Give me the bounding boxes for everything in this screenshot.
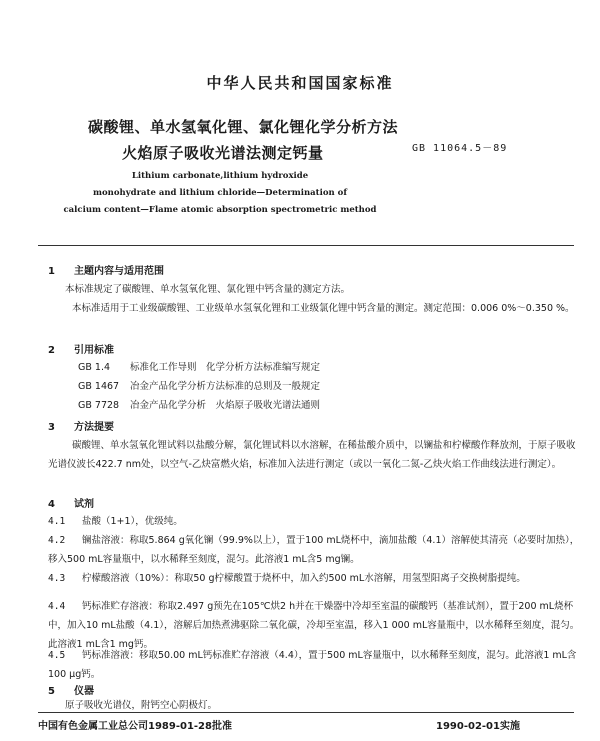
reference-standard-row: [78, 378, 320, 392]
clause-text: 盐酸（1+1），优级纯。: [82, 516, 183, 527]
section-number: 4: [48, 499, 55, 510]
implementation-date: 1990-02-01实施: [436, 721, 520, 732]
reference-title: 标准化工作导则 化学分析方法标准编写规定: [130, 362, 321, 373]
english-title-line1: Lithium carbonate,lithium hydroxide: [131, 171, 309, 181]
section-number: 3: [48, 422, 55, 433]
section-title: 主题内容与适用范围: [74, 266, 164, 277]
section-5-paragraph: 原子吸收光谱仪，附钙空心阴极灯。: [65, 700, 218, 711]
section-title: 试剂: [74, 499, 94, 510]
national-standard-heading: 中华人民共和国国家标准: [206, 74, 394, 92]
english-title-line2: monohydrate and lithium chloride—Determination of: [93, 188, 347, 198]
section-3-heading: [48, 418, 114, 433]
section-number: 2: [48, 345, 55, 356]
section-4-heading: [48, 495, 94, 510]
clause-text: 钙标准贮存溶液：称取2.497 g预先在105℃烘2 h并在干燥器中冷却至室温的碳酸钙（基准试剂），置于200 mL烧杯中，加入10 mL盐酸（4.1），溶解后加热煮沸驱除二氧化碳，冷却至室温，移入1 000 mL容量瓶中，以水稀释至刻度，混匀。此溶液1 mL含1 mg钙。: [48, 601, 580, 650]
reference-code: GB 1.4: [78, 362, 111, 373]
reference-code: GB 1467: [78, 381, 120, 392]
section-title: 引用标准: [74, 345, 114, 356]
section-1-paragraph-2: 本标准适用于工业级碳酸锂、工业级单水氢氧化锂和工业级氯化锂中钙含量的测定。测定范围：0.006 0%～0.350 %。: [72, 303, 575, 314]
reference-code: GB 7728: [78, 400, 120, 411]
section-5-heading: [48, 682, 94, 697]
document-title-line1: 碳酸锂、单水氢氧化锂、氯化锂化学分析方法: [88, 118, 399, 136]
clause-text: 柠檬酸溶液（10%）：称取50 g柠檬酸置于烧杯中，加入约500 mL水溶解，用氢型阳离子交换树脂提纯。: [82, 573, 526, 584]
reference-standard-row: [78, 359, 320, 373]
gb-standard-number: GB 11064.5－89: [412, 143, 508, 154]
approval-statement: 中国有色金属工业总公司1989-01-28批准: [38, 721, 232, 732]
clause-number: 4.1: [48, 516, 66, 527]
clause-number: 4.3: [48, 573, 66, 584]
reference-title: 冶金产品化学分析 火焰原子吸收光谱法通则: [130, 400, 321, 411]
section-1-heading: [48, 262, 164, 277]
document-title-line2: 火焰原子吸收光谱法测定钙量: [122, 144, 324, 162]
footer-divider: [38, 712, 574, 713]
section-title: 仪器: [74, 686, 94, 697]
section-number: 1: [48, 266, 55, 277]
clause-number: 4.2: [48, 535, 66, 546]
section-1-paragraph-1: 本标准规定了碳酸锂、单水氢氧化锂、氯化锂中钙含量的测定方法。: [65, 284, 351, 295]
clause-text: 钙标准溶液：移取50.00 mL钙标准贮存溶液（4.4），置于500 mL容量瓶中，以水稀释至刻度，混匀。此溶液1 mL含100 μg钙。: [48, 650, 577, 680]
reagent-item: [48, 531, 580, 569]
reagent-item: [48, 569, 580, 588]
reference-title: 冶金产品化学分析方法标准的总则及一般规定: [130, 381, 321, 392]
reagent-item: [48, 646, 580, 684]
section-2-heading: [48, 341, 114, 356]
clause-number: 4.5: [48, 650, 66, 661]
reagent-item: [48, 512, 580, 531]
clause-number: 4.4: [48, 601, 66, 612]
header-divider: [38, 245, 574, 246]
section-3-paragraph: 碳酸锂、单水氢氧化锂试料以盐酸分解，氯化锂试料以水溶解，在稀盐酸介质中，以镧盐和柠檬酸作释放剂，于原子吸收光谱仪波长422.7 nm处，以空气-乙炔富燃火焰，标准加入法进行测定（或以一氧化二氮-乙炔火焰工作曲线法进行测定）。: [48, 440, 576, 470]
section-number: 5: [48, 686, 55, 697]
reference-standard-row: [78, 397, 320, 411]
english-title-line3: calcium content—Flame atomic absorption spectrometric method: [63, 205, 377, 215]
clause-text: 镧盐溶液：称取5.864 g氧化镧（99.9%以上），置于100 mL烧杯中，滴加盐酸（4.1）溶解使其清亮（必要时加热），移入500 mL容量瓶中，以水稀释至刻度，混匀。此溶液1 mL含5 mg镧。: [48, 535, 580, 565]
section-title: 方法提要: [74, 422, 114, 433]
